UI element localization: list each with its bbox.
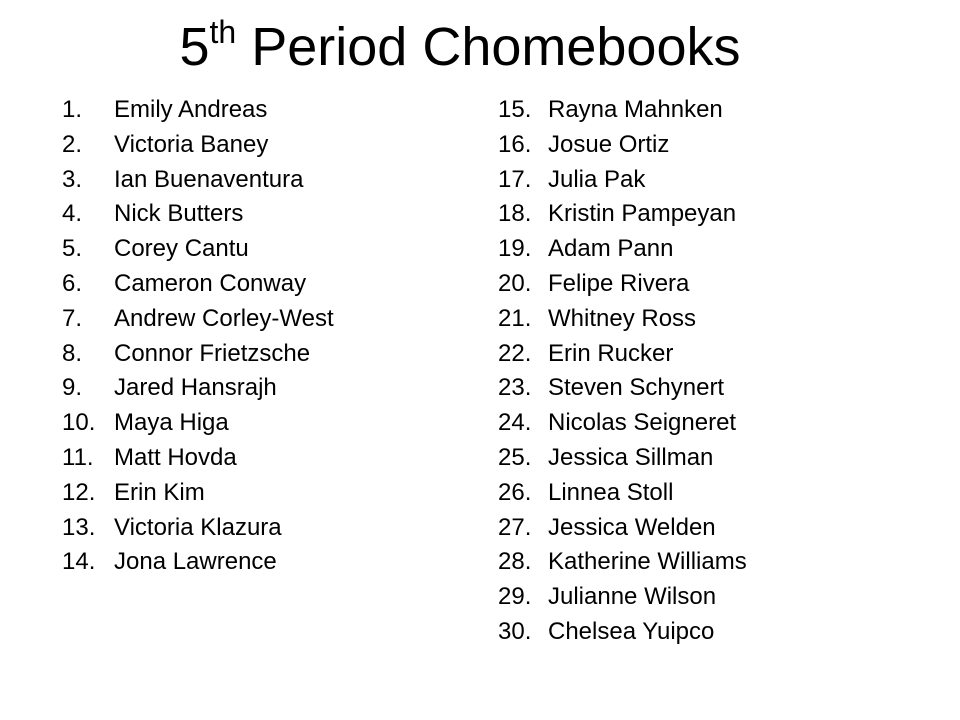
item-number: 26. xyxy=(498,478,532,506)
item-number: 16. xyxy=(498,130,532,158)
title-number: 5 xyxy=(179,17,210,77)
list-item xyxy=(62,371,334,406)
list-item xyxy=(498,302,747,337)
student-name: Chelsea Yuipco xyxy=(548,617,715,645)
list-item xyxy=(498,128,747,163)
student-name: Erin Rucker xyxy=(548,339,674,367)
list-item xyxy=(498,580,747,615)
list-item xyxy=(498,267,747,302)
list-item xyxy=(62,93,334,128)
list-item xyxy=(62,232,334,267)
student-name: Rayna Mahnken xyxy=(548,96,723,123)
student-name: Linnea Stoll xyxy=(548,478,674,506)
list-item xyxy=(62,128,334,163)
item-number: 11. xyxy=(62,443,94,471)
slide-title xyxy=(0,14,920,80)
student-name: Jona Lawrence xyxy=(114,548,277,576)
student-name: Andrew Corley-West xyxy=(114,304,334,332)
item-number: 17. xyxy=(498,165,532,193)
list-item xyxy=(498,163,747,198)
item-number: 15. xyxy=(498,96,532,123)
item-number: 30. xyxy=(498,617,532,645)
item-number: 5. xyxy=(62,235,83,263)
item-number: 14. xyxy=(62,548,96,576)
title-superscript: th xyxy=(209,14,237,50)
list-item xyxy=(498,371,747,406)
student-name: Felipe Rivera xyxy=(548,269,690,297)
student-name: Erin Kim xyxy=(114,478,205,506)
item-number: 22. xyxy=(498,339,532,367)
student-name: Katherine Williams xyxy=(548,548,747,576)
item-number: 9. xyxy=(62,374,83,402)
list-item xyxy=(498,337,747,372)
item-number: 8. xyxy=(62,339,83,367)
list-item xyxy=(62,545,334,580)
student-name: Kristin Pampeyan xyxy=(548,200,737,228)
list-item xyxy=(498,511,747,546)
list-item xyxy=(62,197,334,232)
item-number: 7. xyxy=(62,304,83,332)
student-name: Nicolas Seigneret xyxy=(548,409,737,437)
list-item xyxy=(62,476,334,511)
item-number: 27. xyxy=(498,513,532,541)
student-name: Whitney Ross xyxy=(548,304,697,332)
list-item xyxy=(498,476,747,511)
list-item xyxy=(498,232,747,267)
student-name: Julia Pak xyxy=(548,165,646,193)
student-name: Julianne Wilson xyxy=(548,583,717,611)
student-name: Jessica Welden xyxy=(548,513,716,541)
roster-left-column xyxy=(62,93,334,580)
student-name: Steven Schynert xyxy=(548,374,725,402)
item-number: 25. xyxy=(498,443,532,471)
item-number: 2. xyxy=(62,130,83,158)
list-item xyxy=(498,545,747,580)
list-item xyxy=(62,302,334,337)
student-name: Emily Andreas xyxy=(114,96,268,123)
list-item xyxy=(62,441,334,476)
item-number: 20. xyxy=(498,269,532,297)
item-number: 28. xyxy=(498,548,532,576)
list-item xyxy=(498,93,747,128)
list-item xyxy=(62,267,334,302)
item-number: 18. xyxy=(498,200,532,228)
student-name: Connor Frietzsche xyxy=(114,339,311,367)
list-item xyxy=(498,441,747,476)
student-name: Adam Pann xyxy=(548,235,674,263)
item-number: 24. xyxy=(498,409,532,437)
title-text: Period Chomebooks xyxy=(236,17,741,77)
list-item xyxy=(62,337,334,372)
student-name: Victoria Klazura xyxy=(114,513,282,541)
list-item xyxy=(498,406,747,441)
student-name: Jared Hansrajh xyxy=(114,374,277,402)
student-name: Corey Cantu xyxy=(114,235,249,263)
student-name: Matt Hovda xyxy=(114,443,237,471)
student-name: Maya Higa xyxy=(114,409,229,437)
item-number: 3. xyxy=(62,165,83,193)
student-name: Cameron Conway xyxy=(114,269,307,297)
roster-right-column xyxy=(498,93,747,650)
item-number: 4. xyxy=(62,200,83,228)
item-number: 19. xyxy=(498,235,532,263)
list-item xyxy=(62,406,334,441)
list-item xyxy=(498,197,747,232)
item-number: 13. xyxy=(62,513,96,541)
item-number: 1. xyxy=(62,96,83,123)
list-item xyxy=(62,163,334,198)
item-number: 12. xyxy=(62,478,96,506)
list-item xyxy=(498,615,747,650)
student-name: Victoria Baney xyxy=(114,130,269,158)
list-item xyxy=(62,511,334,546)
student-name: Josue Ortiz xyxy=(548,130,670,158)
student-name: Nick Butters xyxy=(114,200,244,228)
item-number: 21. xyxy=(498,304,532,332)
item-number: 6. xyxy=(62,269,83,297)
student-name: Ian Buenaventura xyxy=(114,165,304,193)
item-number: 29. xyxy=(498,583,532,611)
item-number: 10. xyxy=(62,409,96,437)
student-name: Jessica Sillman xyxy=(548,443,714,471)
item-number: 23. xyxy=(498,374,532,402)
